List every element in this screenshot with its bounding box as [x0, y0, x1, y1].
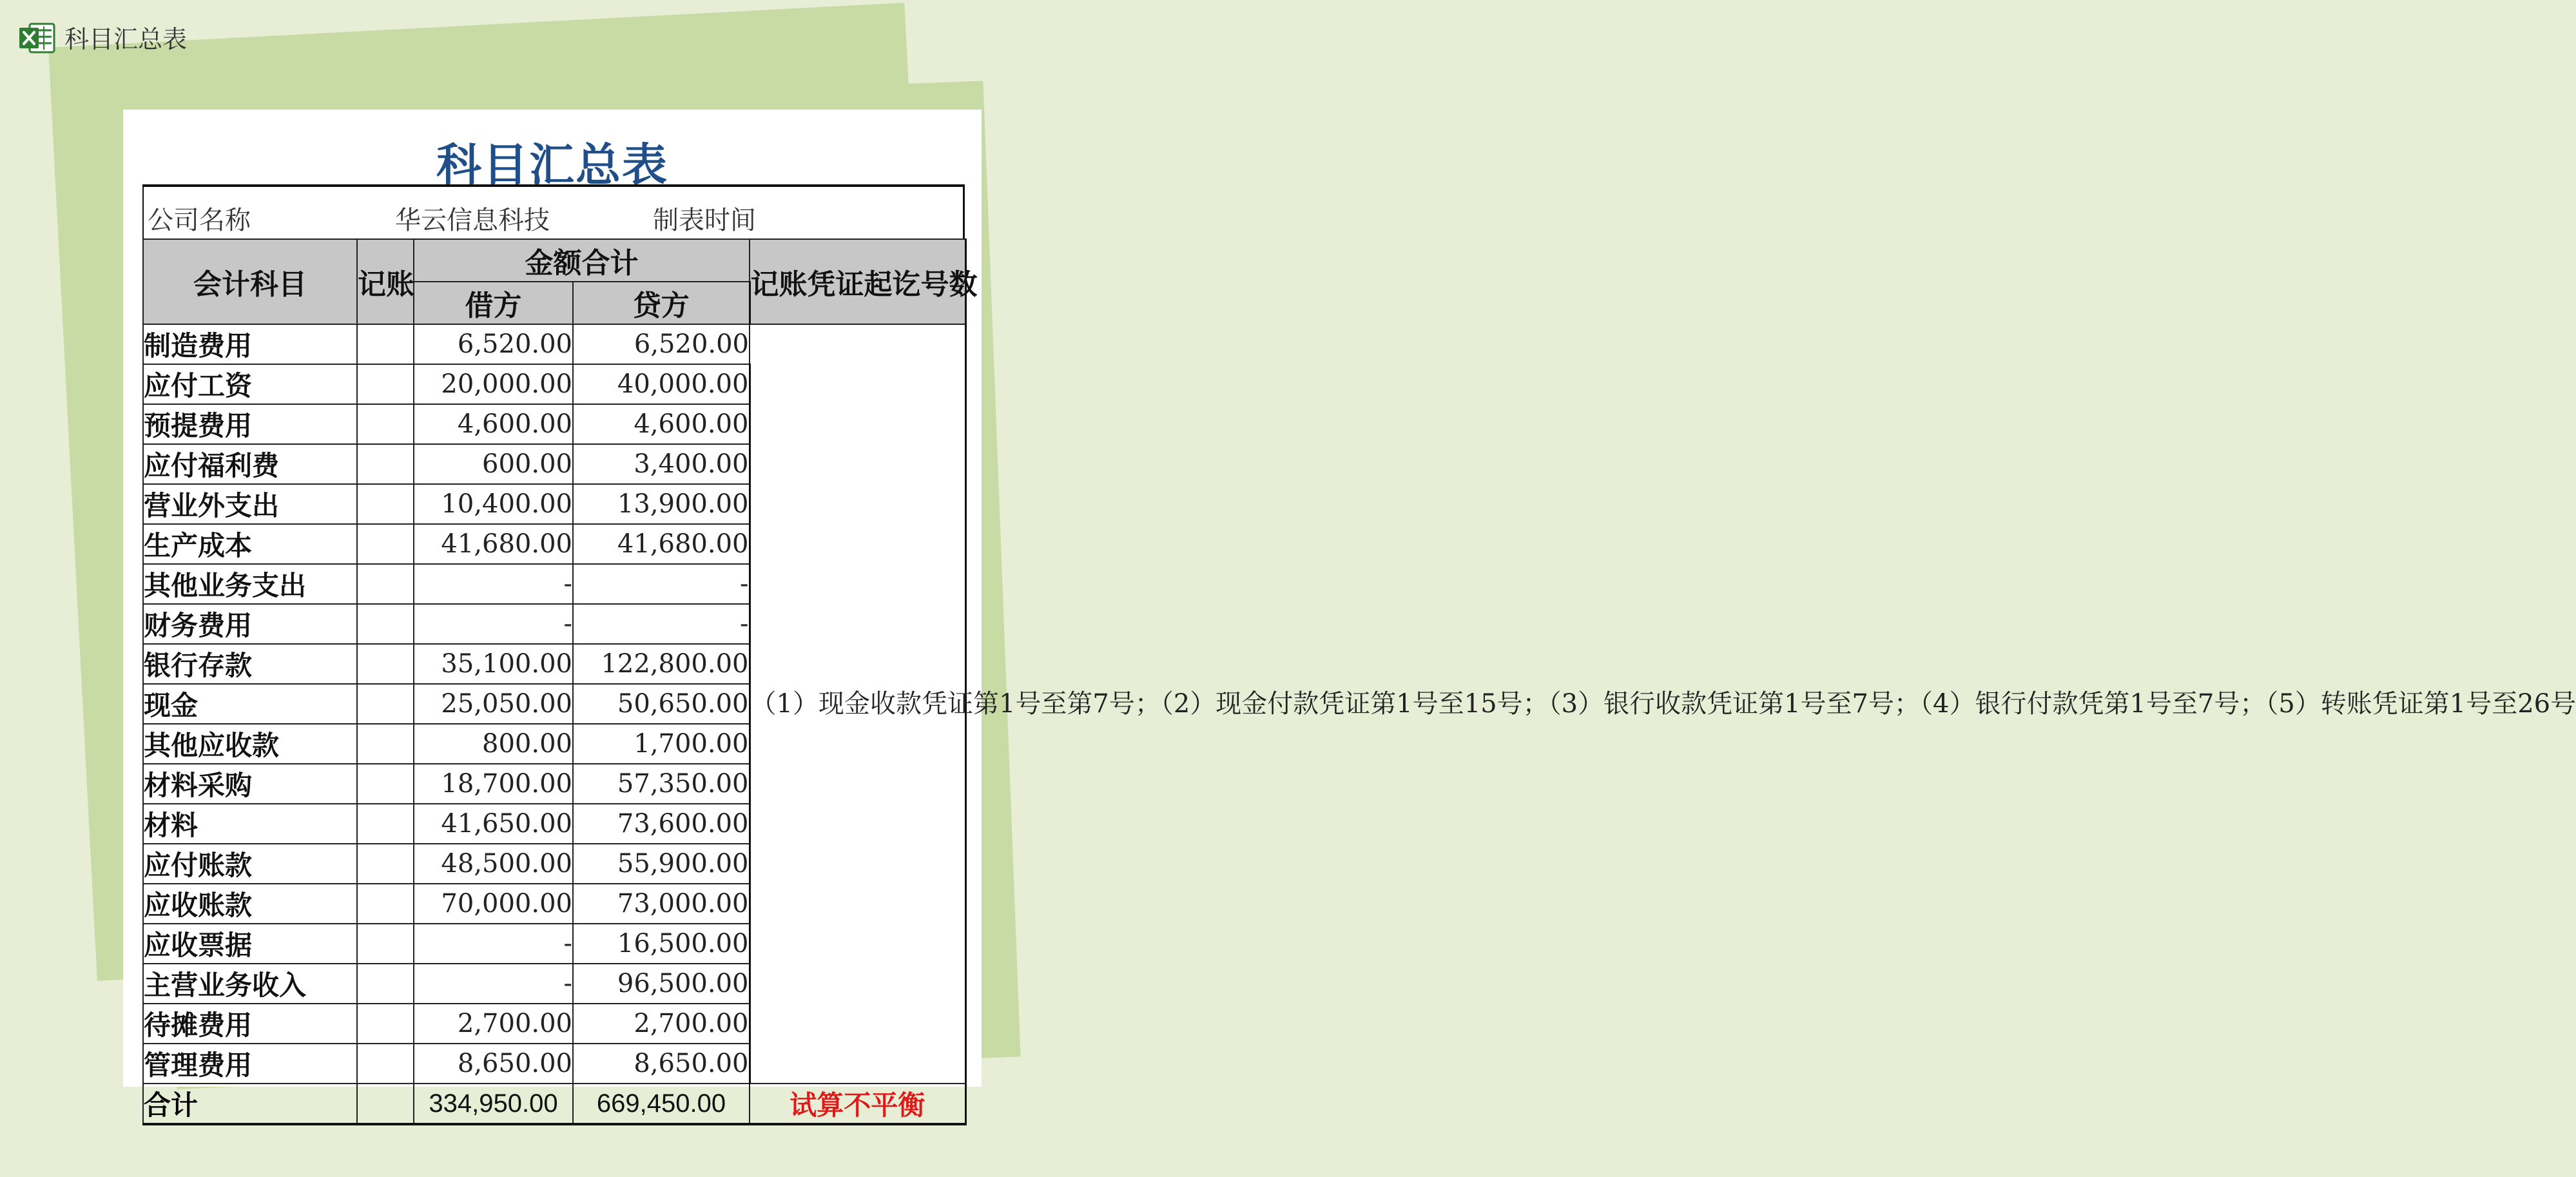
header-debit: 借方: [414, 282, 573, 324]
debit-cell[interactable]: 4,600.00: [414, 404, 573, 444]
debit-cell[interactable]: 18,700.00: [414, 764, 573, 804]
account-cell[interactable]: 其他业务支出: [143, 564, 357, 604]
debit-cell[interactable]: 800.00: [414, 724, 573, 764]
record-cell[interactable]: [357, 484, 414, 524]
credit-cell[interactable]: 8,650.00: [573, 1044, 750, 1084]
account-cell[interactable]: 应付福利费: [143, 444, 357, 484]
credit-cell[interactable]: 16,500.00: [573, 924, 750, 964]
record-cell[interactable]: [357, 1004, 414, 1044]
account-cell[interactable]: 管理费用: [143, 1044, 357, 1084]
voucher-note[interactable]: （1）现金收款凭证第1号至第7号；（2）现金付款凭证第1号至15号；（3）银行收款凭证第1号至7号；（4）银行付款凭第1号至7号；（5）转账凭证第1号至26号: [750, 324, 965, 1084]
total-label: 合计: [143, 1084, 357, 1124]
summary-table: [142, 238, 2576, 1125]
account-cell[interactable]: 生产成本: [143, 524, 357, 564]
debit-cell[interactable]: 41,680.00: [414, 524, 573, 564]
credit-cell[interactable]: 13,900.00: [573, 484, 750, 524]
record-cell[interactable]: [357, 764, 414, 804]
credit-cell[interactable]: 40,000.00: [573, 364, 750, 404]
time-label: 制表时间: [653, 206, 756, 235]
company-value[interactable]: 华云信息科技: [395, 206, 550, 235]
balance-status: 试算不平衡: [750, 1084, 965, 1124]
credit-cell[interactable]: 4,600.00: [573, 404, 750, 444]
credit-cell[interactable]: 55,900.00: [573, 844, 750, 884]
account-cell[interactable]: 材料采购: [143, 764, 357, 804]
record-cell[interactable]: [357, 364, 414, 404]
credit-cell[interactable]: 3,400.00: [573, 444, 750, 484]
credit-cell[interactable]: 57,350.00: [573, 764, 750, 804]
debit-cell[interactable]: 2,700.00: [414, 1004, 573, 1044]
credit-cell[interactable]: 2,700.00: [573, 1004, 750, 1044]
info-row: [142, 184, 965, 238]
debit-cell[interactable]: -: [414, 604, 573, 644]
debit-cell[interactable]: -: [414, 924, 573, 964]
record-cell[interactable]: [357, 844, 414, 884]
account-cell[interactable]: 应收账款: [143, 884, 357, 924]
record-cell[interactable]: [357, 524, 414, 564]
credit-cell[interactable]: 6,520.00: [573, 324, 750, 364]
credit-cell[interactable]: 1,700.00: [573, 724, 750, 764]
debit-cell[interactable]: 6,520.00: [414, 324, 573, 364]
credit-cell[interactable]: 50,650.00: [573, 684, 750, 724]
account-cell[interactable]: 应付工资: [143, 364, 357, 404]
account-cell[interactable]: 材料: [143, 804, 357, 844]
credit-cell[interactable]: 122,800.00: [573, 644, 750, 684]
account-cell[interactable]: 预提费用: [143, 404, 357, 444]
record-cell[interactable]: [357, 1044, 414, 1084]
company-label: 公司名称: [148, 206, 251, 235]
credit-cell[interactable]: -: [573, 604, 750, 644]
debit-cell[interactable]: 48,500.00: [414, 844, 573, 884]
credit-cell[interactable]: 73,600.00: [573, 804, 750, 844]
record-cell[interactable]: [357, 444, 414, 484]
record-cell[interactable]: [357, 404, 414, 444]
record-cell[interactable]: [357, 884, 414, 924]
credit-cell[interactable]: 73,000.00: [573, 884, 750, 924]
account-cell[interactable]: 财务费用: [143, 604, 357, 644]
document-paper: [123, 110, 2576, 1121]
total-row: [143, 1084, 965, 1124]
debit-cell[interactable]: 41,650.00: [414, 804, 573, 844]
account-cell[interactable]: 待摊费用: [143, 1004, 357, 1044]
credit-cell[interactable]: -: [573, 564, 750, 604]
app-header: [18, 19, 187, 55]
table-row: [143, 324, 965, 364]
account-cell[interactable]: 应付账款: [143, 844, 357, 884]
debit-cell[interactable]: 25,050.00: [414, 684, 573, 724]
record-cell[interactable]: [357, 324, 414, 364]
record-cell[interactable]: [357, 804, 414, 844]
excel-icon: [18, 20, 55, 55]
record-cell[interactable]: [357, 924, 414, 964]
credit-cell[interactable]: 41,680.00: [573, 524, 750, 564]
account-cell[interactable]: 制造费用: [143, 324, 357, 364]
debit-cell[interactable]: -: [414, 964, 573, 1004]
total-record-cell[interactable]: [357, 1084, 414, 1124]
credit-cell[interactable]: 96,500.00: [573, 964, 750, 1004]
record-cell[interactable]: [357, 684, 414, 724]
record-cell[interactable]: [357, 964, 414, 1004]
document-title: 科目汇总表: [436, 139, 668, 191]
account-cell[interactable]: 其他应收款: [143, 724, 357, 764]
debit-cell[interactable]: 600.00: [414, 444, 573, 484]
record-cell[interactable]: [357, 644, 414, 684]
account-cell[interactable]: 现金: [143, 684, 357, 724]
header-credit: 贷方: [573, 282, 750, 324]
account-cell[interactable]: 营业外支出: [143, 484, 357, 524]
header-account: 会计科目: [143, 239, 357, 324]
debit-cell[interactable]: 70,000.00: [414, 884, 573, 924]
header-record: 记账: [357, 239, 414, 324]
record-cell[interactable]: [357, 564, 414, 604]
debit-cell[interactable]: 10,400.00: [414, 484, 573, 524]
record-cell[interactable]: [357, 724, 414, 764]
account-cell[interactable]: 应收票据: [143, 924, 357, 964]
header-voucher: 记账凭证起讫号数: [750, 239, 965, 324]
app-title: 科目汇总表: [64, 25, 188, 54]
record-cell[interactable]: [357, 604, 414, 644]
debit-cell[interactable]: -: [414, 564, 573, 604]
account-cell[interactable]: 主营业务收入: [143, 964, 357, 1004]
account-cell[interactable]: 银行存款: [143, 644, 357, 684]
header-amount-total: 金额合计: [414, 239, 750, 282]
debit-cell[interactable]: 20,000.00: [414, 364, 573, 404]
total-debit[interactable]: 334,950.00: [414, 1084, 573, 1124]
debit-cell[interactable]: 35,100.00: [414, 644, 573, 684]
total-credit[interactable]: 669,450.00: [573, 1084, 750, 1124]
debit-cell[interactable]: 8,650.00: [414, 1044, 573, 1084]
